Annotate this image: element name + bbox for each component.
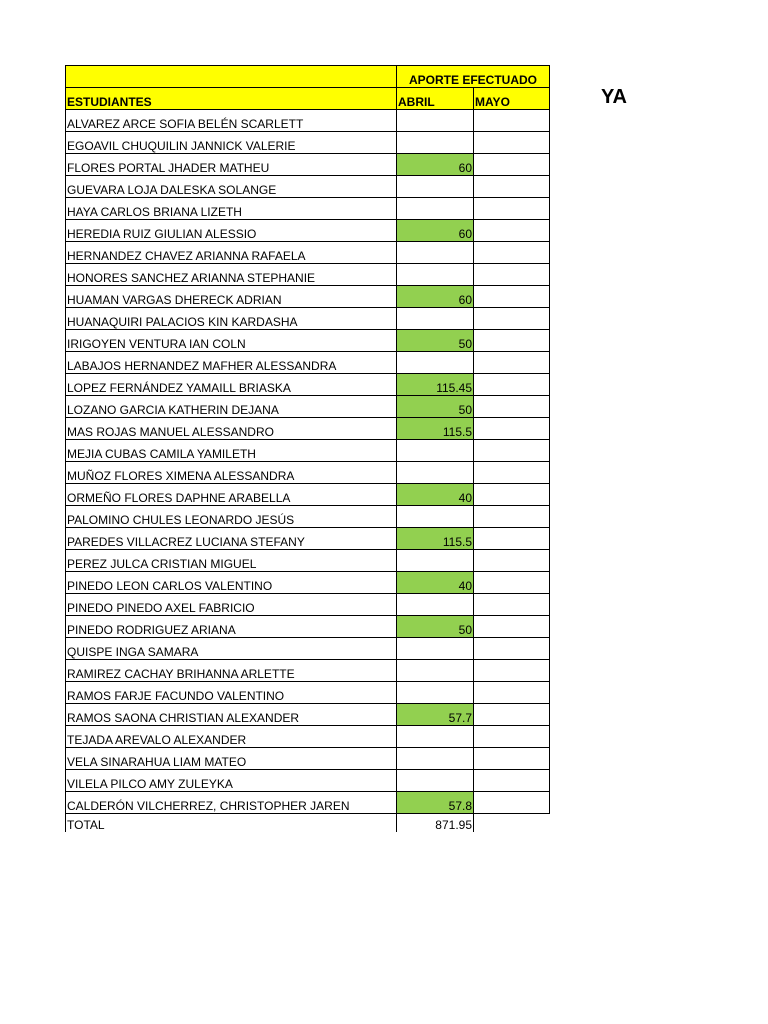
abril-amount-cell[interactable]: 57.8 [397,792,474,814]
abril-amount-cell[interactable]: 60 [397,286,474,308]
table-row [66,770,550,792]
abril-amount-cell[interactable] [397,506,474,528]
table-row [66,264,550,286]
mayo-amount-cell[interactable] [474,220,550,242]
mayo-amount-cell[interactable] [474,660,550,682]
abril-amount-cell[interactable]: 60 [397,220,474,242]
student-name-cell[interactable]: ALVAREZ ARCE SOFIA BELÉN SCARLETT [66,110,397,132]
table-row [66,616,550,638]
table-row [66,704,550,726]
estudiantes-header[interactable]: ESTUDIANTES [66,88,397,110]
student-name-cell[interactable]: HONORES SANCHEZ ARIANNA STEPHANIE [66,264,397,286]
mayo-amount-cell[interactable] [474,440,550,462]
mayo-amount-cell[interactable] [474,770,550,792]
student-name-cell[interactable]: HAYA CARLOS BRIANA LIZETH [66,198,397,220]
table-row [66,572,550,594]
abril-amount-cell[interactable] [397,638,474,660]
table-row [66,462,550,484]
mayo-amount-cell[interactable] [474,792,550,814]
student-name-cell[interactable]: PINEDO PINEDO AXEL FABRICIO [66,594,397,616]
table-row [66,308,550,330]
mayo-amount-cell[interactable] [474,154,550,176]
abril-amount-cell[interactable]: 50 [397,396,474,418]
abril-amount-cell[interactable] [397,132,474,154]
mayo-amount-cell[interactable] [474,374,550,396]
student-name-cell[interactable]: RAMOS SAONA CHRISTIAN ALEXANDER [66,704,397,726]
mayo-amount-cell[interactable] [474,264,550,286]
abril-amount-cell[interactable] [397,550,474,572]
table-row [66,594,550,616]
mayo-amount-cell[interactable] [474,330,550,352]
student-name-cell[interactable]: CALDERÓN VILCHERREZ, CHRISTOPHER JAREN [66,792,397,814]
table-row [66,132,550,154]
student-name-cell[interactable]: VELA SINARAHUA LIAM MATEO [66,748,397,770]
student-name-cell[interactable]: QUISPE INGA SAMARA [66,638,397,660]
abril-amount-cell[interactable] [397,440,474,462]
table-row [66,330,550,352]
student-name-cell[interactable]: RAMIREZ CACHAY BRIHANNA ARLETTE [66,660,397,682]
table-row [66,242,550,264]
abril-header[interactable]: ABRIL [397,88,474,110]
abril-amount-cell[interactable]: 40 [397,484,474,506]
student-name-cell[interactable]: GUEVARA LOJA DALESKA SOLANGE [66,176,397,198]
table-row [66,506,550,528]
abril-amount-cell[interactable]: 57.7 [397,704,474,726]
abril-amount-cell[interactable] [397,726,474,748]
table-row [66,726,550,748]
student-name-cell[interactable]: HEREDIA RUIZ GIULIAN ALESSIO [66,220,397,242]
mayo-amount-cell[interactable] [474,572,550,594]
mayo-amount-cell[interactable] [474,242,550,264]
mayo-amount-cell[interactable] [474,132,550,154]
table-row [66,660,550,682]
table-row [66,176,550,198]
student-name-cell[interactable]: MAS ROJAS MANUEL ALESSANDRO [66,418,397,440]
mayo-amount-cell[interactable] [474,286,550,308]
mayo-amount-cell[interactable] [474,462,550,484]
abril-amount-cell[interactable] [397,110,474,132]
student-name-cell[interactable]: LOZANO GARCIA KATHERIN DEJANA [66,396,397,418]
mayo-amount-cell[interactable] [474,506,550,528]
table-row [66,528,550,550]
table-row [66,682,550,704]
student-name-cell[interactable]: EGOAVIL CHUQUILIN JANNICK VALERIE [66,132,397,154]
table-row [66,154,550,176]
table-row [66,352,550,374]
contributions-table [65,65,550,832]
student-name-cell[interactable]: TEJADA AREVALO ALEXANDER [66,726,397,748]
mayo-amount-cell[interactable] [474,352,550,374]
mayo-amount-cell[interactable] [474,198,550,220]
mayo-amount-cell[interactable] [474,396,550,418]
table-row [66,286,550,308]
mayo-amount-cell[interactable] [474,484,550,506]
student-name-cell[interactable]: MEJIA CUBAS CAMILA YAMILETH [66,440,397,462]
table-row [66,484,550,506]
table-row [66,374,550,396]
table-row [66,748,550,770]
student-name-cell[interactable]: PINEDO RODRIGUEZ ARIANA [66,616,397,638]
student-name-cell[interactable]: LABAJOS HERNANDEZ MAFHER ALESSANDRA [66,352,397,374]
aporte-efectuado-header[interactable]: APORTE EFECTUADO [397,66,550,88]
header-blank-cell[interactable] [66,66,397,88]
abril-amount-cell[interactable] [397,242,474,264]
student-name-cell[interactable]: PAREDES VILLACREZ LUCIANA STEFANY [66,528,397,550]
abril-amount-cell[interactable]: 115.5 [397,528,474,550]
student-name-cell[interactable]: PALOMINO CHULES LEONARDO JESÚS [66,506,397,528]
sheet-title-partial: YA [601,86,627,108]
abril-amount-cell[interactable]: 50 [397,616,474,638]
abril-amount-cell[interactable] [397,308,474,330]
mayo-amount-cell[interactable] [474,528,550,550]
mayo-amount-cell[interactable] [474,682,550,704]
abril-amount-cell[interactable] [397,264,474,286]
mayo-amount-cell[interactable] [474,704,550,726]
table-row [66,220,550,242]
header-row-top [66,66,550,88]
abril-amount-cell[interactable] [397,770,474,792]
student-name-cell[interactable]: IRIGOYEN VENTURA IAN COLN [66,330,397,352]
header-row-columns [66,88,550,110]
abril-amount-cell[interactable]: 60 [397,154,474,176]
abril-amount-cell[interactable]: 50 [397,330,474,352]
table-row [66,418,550,440]
table-row [66,550,550,572]
abril-amount-cell[interactable]: 115.5 [397,418,474,440]
abril-amount-cell[interactable]: 115.45 [397,374,474,396]
student-name-cell[interactable]: HERNANDEZ CHAVEZ ARIANNA RAFAELA [66,242,397,264]
mayo-amount-cell[interactable] [474,748,550,770]
abril-amount-cell[interactable]: 40 [397,572,474,594]
total-label-cell[interactable]: TOTAL [66,814,397,832]
mayo-amount-cell[interactable] [474,638,550,660]
total-row [66,814,550,832]
student-name-cell[interactable]: ORMEÑO FLORES DAPHNE ARABELLA [66,484,397,506]
student-name-cell[interactable]: MUÑOZ FLORES XIMENA ALESSANDRA [66,462,397,484]
student-name-cell[interactable]: PEREZ JULCA CRISTIAN MIGUEL [66,550,397,572]
mayo-amount-cell[interactable] [474,550,550,572]
table-row [66,792,550,814]
total-abril-cell[interactable]: 871.95 [397,814,474,832]
student-name-cell[interactable]: VILELA PILCO AMY ZULEYKA [66,770,397,792]
table-row [66,110,550,132]
mayo-amount-cell[interactable] [474,110,550,132]
mayo-amount-cell[interactable] [474,726,550,748]
mayo-amount-cell[interactable] [474,308,550,330]
total-mayo-cell[interactable] [474,814,550,832]
mayo-amount-cell[interactable] [474,418,550,440]
mayo-amount-cell[interactable] [474,594,550,616]
mayo-header[interactable]: MAYO [474,88,550,110]
student-name-cell[interactable]: HUAMAN VARGAS DHERECK ADRIAN [66,286,397,308]
student-name-cell[interactable]: HUANAQUIRI PALACIOS KIN KARDASHA [66,308,397,330]
table-row [66,638,550,660]
student-name-cell[interactable]: LOPEZ FERNÁNDEZ YAMAILL BRIASKA [66,374,397,396]
table-row [66,440,550,462]
abril-amount-cell[interactable] [397,198,474,220]
abril-amount-cell[interactable] [397,660,474,682]
student-name-cell[interactable]: RAMOS FARJE FACUNDO VALENTINO [66,682,397,704]
table-row [66,396,550,418]
abril-amount-cell[interactable] [397,594,474,616]
student-name-cell[interactable]: FLORES PORTAL JHADER MATHEU [66,154,397,176]
abril-amount-cell[interactable] [397,352,474,374]
mayo-amount-cell[interactable] [474,616,550,638]
student-name-cell[interactable]: PINEDO LEON CARLOS VALENTINO [66,572,397,594]
abril-amount-cell[interactable] [397,682,474,704]
abril-amount-cell[interactable] [397,176,474,198]
mayo-amount-cell[interactable] [474,176,550,198]
table-row [66,198,550,220]
abril-amount-cell[interactable] [397,462,474,484]
abril-amount-cell[interactable] [397,748,474,770]
